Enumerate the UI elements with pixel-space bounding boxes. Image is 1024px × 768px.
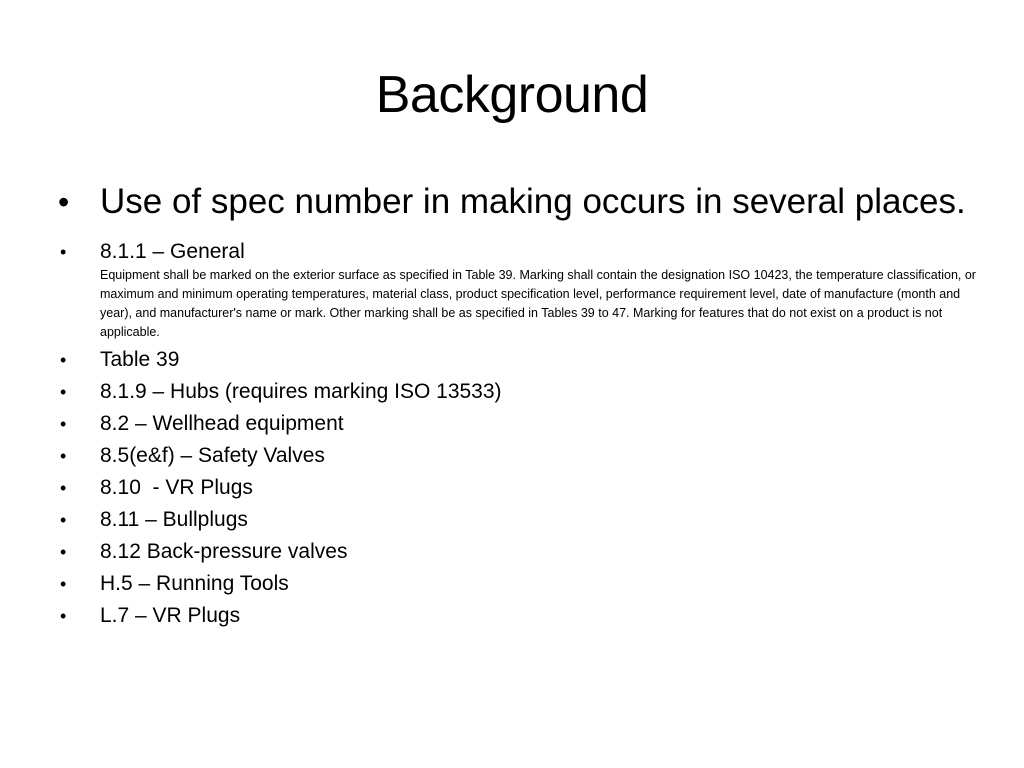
bullet-dot: •	[60, 478, 67, 498]
list-item	[58, 538, 978, 566]
bullet-dot: •	[60, 242, 67, 262]
bullet-general-label: 8.1.1 – General	[100, 240, 245, 263]
list-item-text: 8.11 – Bullplugs	[100, 508, 248, 531]
bullet-dot: •	[60, 446, 67, 466]
list-item-text: H.5 – Running Tools	[100, 572, 289, 595]
bullet-dot: •	[60, 414, 67, 434]
bullet-dot: •	[58, 184, 70, 220]
list-item	[58, 410, 978, 438]
list-item	[58, 506, 978, 534]
bullet-intro-text: Use of spec number in making occurs in several places.	[100, 182, 966, 221]
slide-title: Background	[375, 66, 649, 124]
bullet-dot: •	[60, 542, 67, 562]
list-item	[58, 570, 978, 598]
list-item-text: Table 39	[100, 348, 180, 371]
list-item-text: 8.2 – Wellhead equipment	[100, 412, 344, 435]
bullet-intro	[58, 180, 978, 224]
list-item-text: 8.12 Back-pressure valves	[100, 540, 348, 563]
bullet-dot: •	[60, 574, 67, 594]
list-item	[58, 378, 978, 406]
bullet-list	[58, 180, 978, 634]
bullet-dot: •	[60, 382, 67, 402]
list-item-text: 8.1.9 – Hubs (requires marking ISO 13533)	[100, 380, 502, 403]
bullet-dot: •	[60, 350, 67, 370]
list-item	[58, 346, 978, 374]
bullet-dot: •	[60, 606, 67, 626]
list-item-text: 8.10 - VR Plugs	[100, 476, 253, 499]
bullet-general-detail: Equipment shall be marked on the exterior surface as specified in Table 39. Marking shall contain the designation ISO 10423, the temperature classification, or maximum and minimum operating temperatures, material class, product specification level, performance requirement level, date of manufacture (month and year), and manufacturer's name or mark. Other marking shall be as specified in Tables 39 to 47. Marking for features that do not exist on a product is not applicable.	[100, 268, 976, 339]
list-item	[58, 474, 978, 502]
list-item	[58, 442, 978, 470]
list-item-text: 8.5(e&f) – Safety Valves	[100, 444, 325, 467]
bullet-dot: •	[60, 510, 67, 530]
list-item	[58, 602, 978, 630]
list-item-text: L.7 – VR Plugs	[100, 604, 241, 627]
bullet-general	[58, 238, 978, 342]
